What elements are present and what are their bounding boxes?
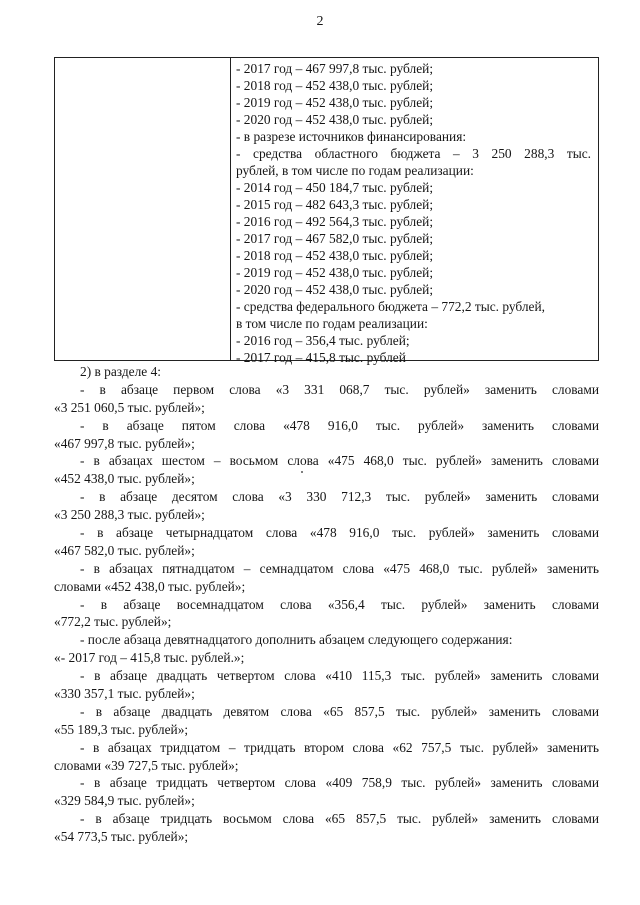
funding-table — [54, 57, 599, 365]
table-column-divider — [230, 58, 231, 360]
text-line: - в абзацах шестом – восьмом слова «475 468,0 тыс. рублей» заменить словами — [80, 453, 599, 469]
table-line: - 2020 год – 452 438,0 тыс. рублей; — [236, 282, 434, 297]
table-line: - 2019 год – 452 438,0 тыс. рублей; — [236, 95, 434, 110]
text-line: - в абзаце десятом слова «3 330 712,3 тыс. рублей» заменить словами — [80, 489, 599, 505]
table-line: - 2016 год – 356,4 тыс. рублей; — [236, 333, 410, 348]
text-line: - после абзаца девятнадцатого дополнить абзацем следующего содержания: — [80, 632, 513, 648]
table-line: рублей, в том числе по годам реализации: — [236, 163, 474, 178]
text-line: - в абзацах тридцатом – тридцать втором слова «62 757,5 тыс. рублей» заменить — [80, 739, 599, 755]
table-line: - средства федерального бюджета – 772,2 тыс. рублей, — [236, 299, 546, 314]
page-number: 2 — [316, 14, 324, 29]
text-line: «54 773,5 тыс. рублей»; — [54, 829, 189, 845]
text-line: словами «39 727,5 тыс. рублей»; — [54, 757, 239, 773]
text-line: «55 189,3 тыс. рублей»; — [54, 721, 189, 737]
text-line: «329 584,9 тыс. рублей»; — [54, 793, 195, 809]
text-line: «3 251 060,5 тыс. рублей»; — [54, 399, 205, 415]
section-heading: 2) в разделе 4: — [80, 364, 162, 379]
text-line: - в абзаце пятом слова «478 916,0 тыс. рублей» заменить словами — [80, 417, 599, 433]
table-line: в том числе по годам реализации: — [236, 316, 428, 331]
table-line: - 2017 год – 415,8 тыс. рублей — [236, 350, 406, 365]
table-line: - 2016 год – 492 564,3 тыс. рублей; — [236, 214, 434, 229]
table-line: - 2017 год – 467 997,8 тыс. рублей; — [236, 61, 434, 76]
text-line: «330 357,1 тыс. рублей»; — [54, 686, 195, 702]
text-line: «- 2017 год – 415,8 тыс. рублей.»; — [54, 650, 245, 666]
text-line: - в абзаце двадцать четвертом слова «410 115,3 тыс. рублей» заменить словами — [80, 668, 599, 684]
amendment-text — [54, 363, 599, 846]
table-line: - 2020 год – 452 438,0 тыс. рублей; — [236, 112, 434, 127]
scan-speck — [301, 471, 303, 473]
text-line: словами «452 438,0 тыс. рублей»; — [54, 578, 246, 594]
text-line: - в абзаце восемнадцатом слова «356,4 тыс. рублей» заменить словами — [80, 596, 599, 612]
text-line: «467 997,8 тыс. рублей»; — [54, 435, 195, 451]
table-cell-right — [236, 60, 591, 366]
table-line: - 2018 год – 452 438,0 тыс. рублей; — [236, 78, 434, 93]
text-line: «772,2 тыс. рублей»; — [54, 614, 172, 630]
table-line: - 2014 год – 450 184,7 тыс. рублей; — [236, 180, 434, 195]
text-line: - в абзаце тридцать восьмом слова «65 857,5 тыс. рублей» заменить словами — [80, 811, 599, 827]
table-line: - 2017 год – 467 582,0 тыс. рублей; — [236, 231, 434, 246]
table-line: - средства областного бюджета – 3 250 288,3 тыс. — [236, 146, 591, 161]
table-line: - 2018 год – 452 438,0 тыс. рублей; — [236, 248, 434, 263]
text-line: «467 582,0 тыс. рублей»; — [54, 542, 195, 558]
table-line: - 2015 год – 482 643,3 тыс. рублей; — [236, 197, 434, 212]
text-line: - в абзаце тридцать четвертом слова «409 758,9 тыс. рублей» заменить словами — [80, 775, 599, 791]
text-line: - в абзаце двадцать девятом слова «65 857,5 тыс. рублей» заменить словами — [80, 703, 599, 719]
text-line: «452 438,0 тыс. рублей»; — [54, 471, 195, 487]
table-line: - в разрезе источников финансирования: — [236, 129, 467, 144]
table-line: - 2019 год – 452 438,0 тыс. рублей; — [236, 265, 434, 280]
text-line: - в абзаце первом слова «3 331 068,7 тыс. рублей» заменить словами — [80, 381, 599, 397]
text-line: - в абзаце четырнадцатом слова «478 916,0 тыс. рублей» заменить словами — [80, 525, 599, 541]
text-line: «3 250 288,3 тыс. рублей»; — [54, 507, 205, 523]
text-line: - в абзацах пятнадцатом – семнадцатом слова «475 468,0 тыс. рублей» заменить — [80, 560, 599, 576]
